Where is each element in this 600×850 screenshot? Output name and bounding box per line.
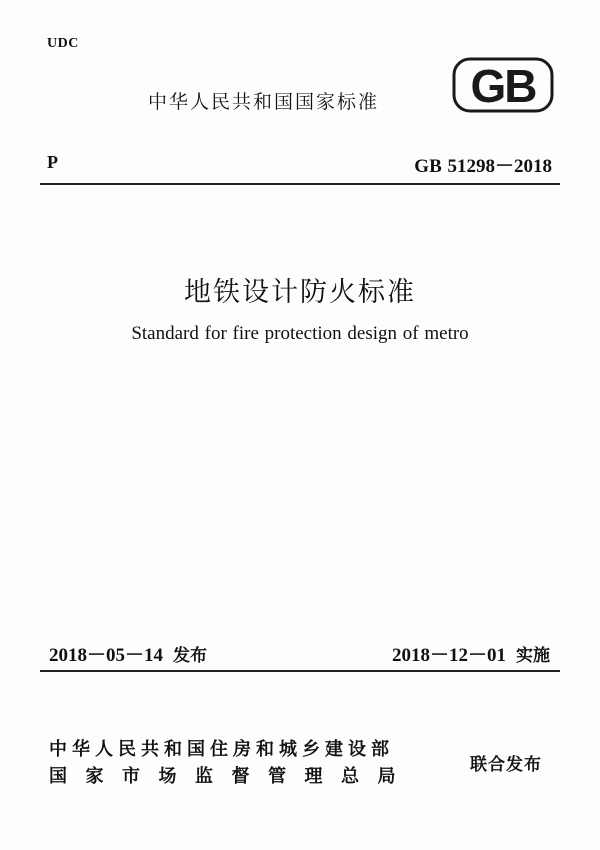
footer-divider bbox=[40, 670, 560, 672]
effective-date: 2018－12－01 bbox=[391, 645, 506, 666]
publish-date-row bbox=[49, 640, 207, 667]
header-divider bbox=[40, 183, 560, 185]
category-code: P bbox=[47, 152, 58, 172]
effective-date-row bbox=[392, 640, 550, 667]
udc-label: UDC bbox=[47, 36, 79, 51]
standard-title-chinese: 地铁设计防火标准 bbox=[184, 277, 416, 308]
gb-logo bbox=[452, 57, 554, 113]
joint-issue-label: 联合发布 bbox=[470, 755, 542, 775]
publish-label: 发布 bbox=[173, 646, 208, 666]
standard-title-english: Standard for fire protection design of metro bbox=[131, 323, 469, 344]
gb-logo-text: GB bbox=[470, 60, 536, 112]
effective-label: 实施 bbox=[516, 646, 550, 666]
publish-date: 2018－05－14 bbox=[49, 645, 164, 666]
national-standard-title: 中华人民共和国国家标准 bbox=[148, 91, 380, 113]
issuer-administration: 国家市场监督管理总局 bbox=[49, 766, 414, 787]
standard-number: GB 51298－2018 bbox=[414, 156, 552, 177]
issuer-ministry: 中华人民共和国住房和城乡建设部 bbox=[49, 739, 394, 760]
